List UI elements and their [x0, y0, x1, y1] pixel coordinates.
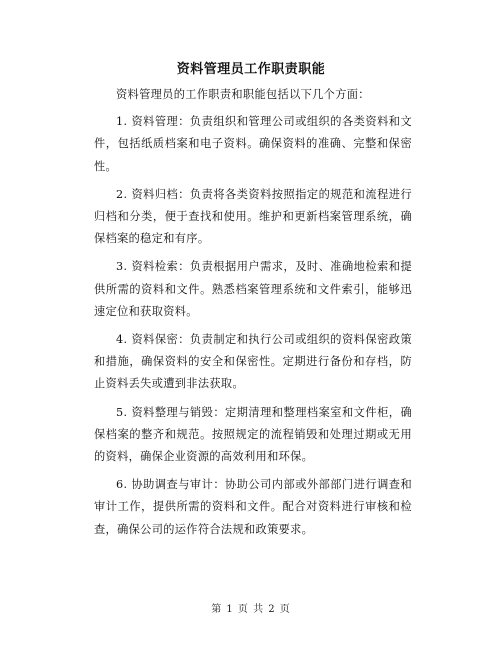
paragraph-item: 5. 资料整理与销毁：定期清理和整理档案室和文件柜，确保档案的整齐和规范。按照规定的流程销毁和处理过期或无用的资料，确保企业资源的高效利用和环保。: [94, 405, 412, 464]
paragraph-item: 1. 资料管理：负责组织和管理公司或组织的各类资料和文件，包括纸质档案和电子资料。确保资料的准确、完整和保密性。: [94, 115, 412, 173]
intro-paragraph: 资料管理员的工作职责和职能包括以下几个方面：: [116, 88, 370, 101]
document-title: 资料管理员工作职责职能: [176, 62, 326, 77]
paragraph-item: 6. 协助调查与审计：协助公司内部或外部部门进行调查和审计工作，提供所需的资料和文件。配合对资料进行审核和检查，确保公司的运作符合法规和政策要求。: [94, 478, 412, 536]
paragraph-item: 4. 资料保密：负责制定和执行公司或组织的资料保密政策和措施，确保资料的安全和保密性。定期进行备份和存档，防止资料丢失或遭到非法获取。: [94, 333, 412, 391]
page-number-footer: 第 1 页 共 2 页: [211, 604, 291, 615]
document-body: [94, 84, 412, 547]
paragraph-item: 3. 资料检索：负责根据用户需求，及时、准确地检索和提供所需的资料和文件。熟悉档案管理系统和文件索引，能够迅速定位和获取资料。: [94, 260, 412, 318]
paragraph-item: 2. 资料归档：负责将各类资料按照指定的规范和流程进行归档和分类，便于查找和使用。维护和更新档案管理系统，确保档案的稳定和有序。: [94, 187, 412, 246]
